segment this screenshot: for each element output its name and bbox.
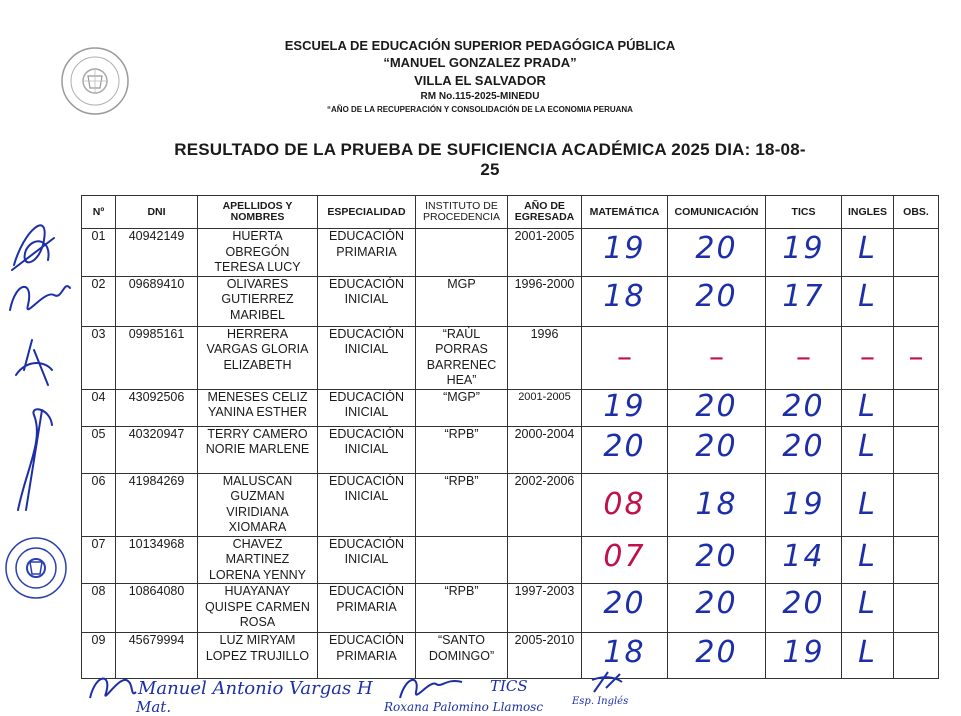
grade-english: L [858, 278, 877, 314]
grade-english: L [858, 428, 877, 464]
grade-communication: 20 [695, 278, 738, 314]
grade-math: 08 [603, 486, 646, 522]
cell-no: 05 [82, 426, 116, 473]
table-row [82, 426, 939, 473]
cell-institute [416, 229, 508, 277]
grade-tics: 19 [782, 486, 825, 522]
cell-no: 03 [82, 326, 116, 389]
cell-specialty: EDUCACIÓN INICIAL [318, 536, 416, 584]
col-math: MATEMÁTICA [582, 196, 668, 229]
grade-math: 07 [603, 538, 646, 574]
cell-institute: “SANTO DOMINGO” [416, 633, 508, 679]
cell-names: OLIVARES GUTIERREZ MARIBEL [198, 276, 318, 326]
cell-obs: – [908, 339, 924, 375]
col-communication: COMUNICACIÓN [668, 196, 766, 229]
cell-no: 01 [82, 229, 116, 277]
cell-dni: 10864080 [116, 584, 198, 633]
year-motto: “AÑO DE LA RECUPERACIÓN Y CONSOLIDACIÓN DE LA ECONOMIA PERUANA [327, 105, 633, 114]
cell-year: 1996 [508, 326, 582, 389]
col-dni: DNI [116, 196, 198, 229]
cell-dni: 41984269 [116, 473, 198, 536]
grade-math: 19 [603, 231, 646, 266]
grade-english: L [858, 538, 877, 574]
table-header-row [82, 196, 939, 229]
math-teacher-name: Manuel Antonio Vargas H [138, 678, 373, 699]
cell-year: 2001-2005 [508, 229, 582, 277]
grade-communication: 20 [695, 586, 738, 621]
cell-dni: 10134968 [116, 536, 198, 584]
cell-names: MENESES CELIZ YANINA ESTHER [198, 389, 318, 426]
col-obs: OBS. [894, 196, 939, 229]
cell-institute: “RAÚL PORRAS BARRENEC HEA” [416, 326, 508, 389]
col-english: INGLES [842, 196, 894, 229]
cell-obs [894, 536, 939, 584]
institution-seal [60, 46, 130, 116]
cell-specialty: EDUCACIÓN INICIAL [318, 389, 416, 426]
cell-institute: “MGP” [416, 389, 508, 426]
grade-math: 18 [603, 278, 646, 314]
cell-specialty: EDUCACIÓN PRIMARIA [318, 584, 416, 633]
cell-year: 2002-2006 [508, 473, 582, 536]
grade-tics: 20 [782, 389, 825, 424]
table-row [82, 276, 939, 326]
cell-institute [416, 536, 508, 584]
page-title: RESULTADO DE LA PRUEBA DE SUFICIENCIA ACADÉMICA 2025 DIA: 18-08-25 [174, 140, 806, 179]
col-names: APELLIDOS Y NOMBRES [198, 196, 318, 229]
cell-obs [894, 229, 939, 277]
cell-dni: 45679994 [116, 633, 198, 679]
cell-year [508, 536, 582, 584]
cell-obs [894, 276, 939, 326]
grade-tics: – [796, 339, 811, 375]
cell-dni: 40320947 [116, 426, 198, 473]
grade-english: L [858, 231, 877, 266]
grade-tics: 19 [782, 231, 825, 266]
school-name-quoted: “MANUEL GONZALEZ PRADA” [383, 55, 577, 70]
grade-math: 19 [603, 389, 646, 424]
grade-english: L [858, 635, 877, 670]
cell-year: 1997-2003 [508, 584, 582, 633]
cell-obs [894, 389, 939, 426]
margin-signatures [4, 210, 74, 630]
cell-specialty: EDUCACIÓN INICIAL [318, 326, 416, 389]
cell-no: 08 [82, 584, 116, 633]
cell-dni: 09985161 [116, 326, 198, 389]
cell-obs [894, 633, 939, 679]
table-row [82, 633, 939, 679]
cell-institute: “RPB” [416, 473, 508, 536]
cell-names: HERRERA VARGAS GLORIA ELIZABETH [198, 326, 318, 389]
grade-communication: 20 [695, 428, 738, 464]
cell-year: 2001-2005 [508, 389, 582, 426]
grade-math: – [617, 339, 632, 375]
grade-tics: 19 [782, 635, 825, 670]
grade-communication: 20 [695, 635, 738, 670]
table-row [82, 473, 939, 536]
grade-math: 18 [603, 635, 646, 670]
cell-no: 04 [82, 389, 116, 426]
cell-names: TERRY CAMERO NORIE MARLENE [198, 426, 318, 473]
math-signature-scribble [86, 668, 138, 708]
grade-tics: 20 [782, 586, 825, 621]
cell-no: 09 [82, 633, 116, 679]
table-row [82, 326, 939, 389]
english-signature-scribble [588, 668, 628, 696]
cell-specialty: EDUCACIÓN INICIAL [318, 473, 416, 536]
cell-dni: 09689410 [116, 276, 198, 326]
grade-communication: 20 [695, 389, 738, 424]
cell-dni: 43092506 [116, 389, 198, 426]
cell-specialty: EDUCACIÓN PRIMARIA [318, 229, 416, 277]
results-table [81, 195, 939, 679]
cell-names: CHAVEZ MARTINEZ LORENA YENNY [198, 536, 318, 584]
grade-tics: 17 [782, 278, 825, 314]
table-row [82, 229, 939, 277]
english-role: Esp. Inglés [572, 696, 629, 707]
col-no: Nº [82, 196, 116, 229]
table-row [82, 389, 939, 426]
cell-year: 1996-2000 [508, 276, 582, 326]
table-row [82, 584, 939, 633]
cell-institute: MGP [416, 276, 508, 326]
grade-tics: 14 [782, 538, 825, 574]
cell-dni: 40942149 [116, 229, 198, 277]
cell-institute: “RPB” [416, 584, 508, 633]
cell-specialty: EDUCACIÓN INICIAL [318, 276, 416, 326]
grade-english: – [860, 339, 875, 375]
cell-no: 06 [82, 473, 116, 536]
col-tics: TICS [766, 196, 842, 229]
cell-obs [894, 584, 939, 633]
cell-names: MALUSCAN GUZMAN VIRIDIANA XIOMARA [198, 473, 318, 536]
math-role: Mat. [136, 698, 172, 716]
cell-year: 2000-2004 [508, 426, 582, 473]
cell-institute: “RPB” [416, 426, 508, 473]
grade-communication: – [709, 339, 724, 375]
school-name: ESCUELA DE EDUCACIÓN SUPERIOR PEDAGÓGICA PÚBLICA [284, 38, 676, 53]
col-year: AÑO DE EGRESADA [508, 196, 582, 229]
tics-role: TICS [490, 677, 528, 695]
grade-english: L [858, 586, 877, 621]
cell-names: HUAYANAY QUISPE CARMEN ROSA [198, 584, 318, 633]
cell-specialty: EDUCACIÓN PRIMARIA [318, 633, 416, 679]
cell-obs [894, 473, 939, 536]
grade-english: L [858, 389, 877, 424]
col-institute: INSTITUTO DE PROCEDENCIA [416, 196, 508, 229]
resolution-number: RM No.115-2025-MINEDU [420, 91, 540, 102]
grade-communication: 18 [695, 486, 738, 522]
grade-math: 20 [603, 586, 646, 621]
grade-english: L [858, 486, 877, 522]
cell-names: HUERTA OBREGÓN TERESA LUCY [198, 229, 318, 277]
cell-specialty: EDUCACIÓN INICIAL [318, 426, 416, 473]
cell-obs [894, 426, 939, 473]
table-row [82, 536, 939, 584]
cell-no: 02 [82, 276, 116, 326]
col-specialty: ESPECIALIDAD [318, 196, 416, 229]
grade-tics: 20 [782, 428, 825, 464]
cell-names: LUZ MIRYAM LOPEZ TRUJILLO [198, 633, 318, 679]
cell-no: 07 [82, 536, 116, 584]
school-location: VILLA EL SALVADOR [414, 73, 546, 88]
grade-math: 20 [603, 428, 646, 464]
tics-teacher-name: Roxana Palomino Llamosc [384, 700, 544, 714]
grade-communication: 20 [695, 538, 738, 574]
tics-signature-scribble [396, 670, 466, 704]
grade-communication: 20 [695, 231, 738, 266]
cell-year: 2005-2010 [508, 633, 582, 679]
